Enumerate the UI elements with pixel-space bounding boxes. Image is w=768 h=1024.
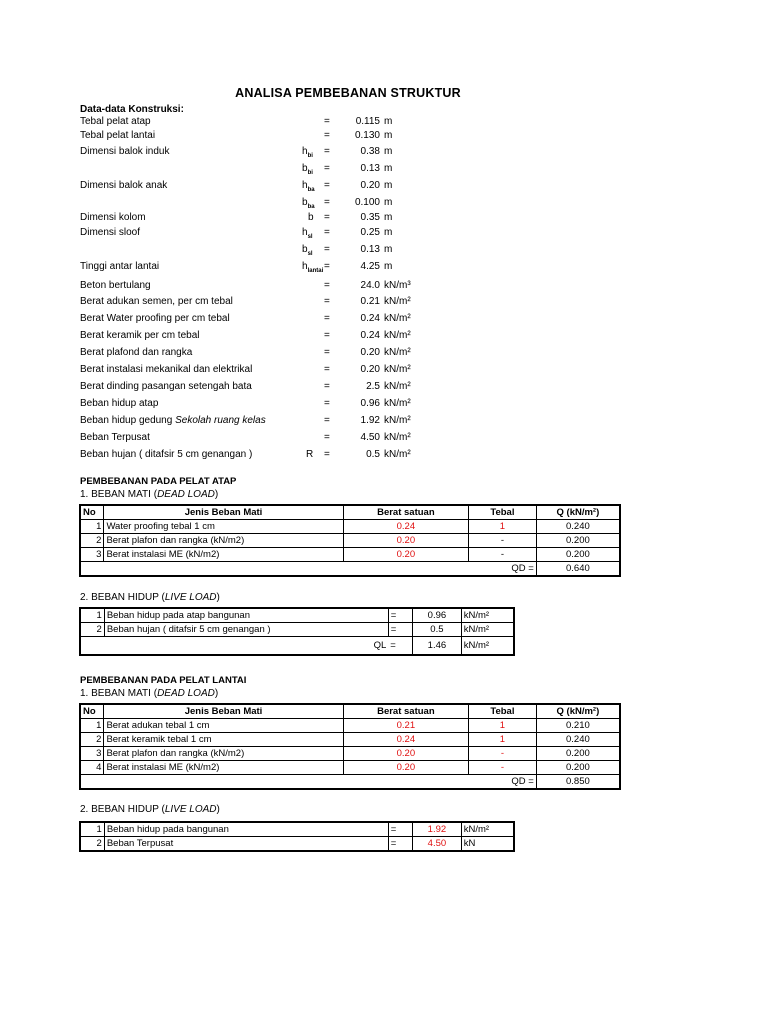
header-jenis: Jenis Beban Mati bbox=[104, 704, 343, 719]
row-tebal: - bbox=[469, 534, 537, 548]
equals-sign: = bbox=[324, 130, 330, 141]
row-q: 0.240 bbox=[536, 733, 620, 747]
data-unit: kN/m² bbox=[384, 364, 411, 375]
data-symbol: $h_{bi}$ bbox=[302, 146, 313, 159]
equals-sign: = bbox=[324, 364, 330, 375]
equals-sign: = bbox=[324, 197, 330, 208]
data-value: 0.20 bbox=[360, 347, 380, 358]
row-tebal: 1 bbox=[469, 520, 537, 534]
table-row bbox=[80, 837, 514, 852]
data-value: 0.20 bbox=[360, 180, 380, 191]
equals-sign: = bbox=[324, 347, 330, 358]
data-label: Tebal pelat atap bbox=[80, 116, 151, 127]
table-row bbox=[80, 623, 514, 637]
row-number: 2 bbox=[80, 534, 104, 548]
row-name: Berat plafon dan rangka (kN/m2) bbox=[104, 534, 343, 548]
data-value: 0.100 bbox=[354, 197, 380, 208]
data-symbol: $h_{ba}$ bbox=[302, 180, 315, 193]
equals-sign: = bbox=[324, 280, 330, 291]
data-value: 0.13 bbox=[360, 163, 380, 174]
data-value: 0.25 bbox=[360, 227, 380, 238]
row-tebal: 1 bbox=[469, 719, 537, 733]
equals-sign: = bbox=[324, 244, 330, 255]
row-name: Beban hidup pada bangunan bbox=[104, 822, 388, 837]
data-label: Berat instalasi mekanikal dan elektrikal bbox=[80, 364, 253, 375]
atap-qd-label: QD = bbox=[469, 562, 537, 577]
data-label: Berat adukan semen, per cm tebal bbox=[80, 296, 233, 307]
data-header: Data-data Konstruksi: bbox=[80, 104, 184, 115]
header-tebal: Tebal bbox=[469, 704, 537, 719]
table-row bbox=[80, 822, 514, 837]
data-symbol: $h_{sl}$ bbox=[302, 227, 313, 240]
data-unit: m bbox=[384, 261, 393, 272]
equals-sign: = bbox=[324, 313, 330, 324]
row-berat: 0.20 bbox=[343, 534, 468, 548]
row-value: 0.5 bbox=[413, 623, 462, 637]
data-label: Berat Water proofing per cm tebal bbox=[80, 313, 230, 324]
row-name: Beban hidup pada atap bangunan bbox=[104, 608, 388, 623]
row-tebal: - bbox=[469, 548, 537, 562]
data-value: 0.20 bbox=[360, 364, 380, 375]
row-number: 1 bbox=[80, 520, 104, 534]
row-name: Water proofing tebal 1 cm bbox=[104, 520, 343, 534]
data-unit: kN/m² bbox=[384, 415, 411, 426]
data-unit: kN/m² bbox=[384, 296, 411, 307]
equals-sign: = bbox=[324, 261, 330, 272]
data-value: 0.5 bbox=[366, 449, 380, 460]
header-tebal: Tebal bbox=[469, 505, 537, 520]
data-label: Beban hidup gedung Sekolah ruang kelas bbox=[80, 415, 266, 426]
lantai-dead-load-table bbox=[79, 703, 621, 790]
atap-live-load-table bbox=[79, 607, 515, 656]
row-berat: 0.21 bbox=[343, 719, 468, 733]
header-berat: Berat satuan bbox=[343, 704, 468, 719]
data-unit: m bbox=[384, 197, 393, 208]
row-berat: 0.20 bbox=[343, 548, 468, 562]
data-unit: m bbox=[384, 163, 393, 174]
data-value: 0.21 bbox=[360, 296, 380, 307]
equals-sign: = bbox=[324, 398, 330, 409]
row-name: Beban hujan ( ditafsir 5 cm genangan ) bbox=[104, 623, 388, 637]
row-berat: 0.24 bbox=[343, 520, 468, 534]
table-row bbox=[80, 747, 620, 761]
header-berat: Berat satuan bbox=[343, 505, 468, 520]
equals-sign: = bbox=[324, 381, 330, 392]
data-value: 0.24 bbox=[360, 313, 380, 324]
data-value: 1.92 bbox=[360, 415, 380, 426]
equals-sign: = bbox=[324, 163, 330, 174]
data-symbol: $b_{sl}$ bbox=[302, 244, 313, 257]
row-number: 1 bbox=[80, 822, 104, 837]
row-q: 0.210 bbox=[536, 719, 620, 733]
row-number: 2 bbox=[80, 733, 104, 747]
table-row bbox=[80, 534, 620, 548]
row-number: 3 bbox=[80, 747, 104, 761]
row-unit: kN/m² bbox=[461, 623, 514, 637]
data-label: Dimensi sloof bbox=[80, 227, 141, 238]
data-unit: m bbox=[384, 116, 393, 127]
row-q: 0.200 bbox=[536, 548, 620, 562]
row-eq: = bbox=[388, 822, 412, 837]
row-value: 0.96 bbox=[413, 608, 462, 623]
data-label: Berat dinding pasangan setengah bata bbox=[80, 381, 252, 392]
row-name: Beban Terpusat bbox=[104, 837, 388, 852]
atap-dead-load-heading: 1. BEBAN MATI (DEAD LOAD) bbox=[80, 489, 219, 500]
lantai-live-load-table bbox=[79, 821, 515, 852]
equals-sign: = bbox=[324, 415, 330, 426]
table-row bbox=[80, 733, 620, 747]
row-name: Berat adukan tebal 1 cm bbox=[104, 719, 343, 733]
data-symbol: $b_{bi}$ bbox=[302, 163, 313, 176]
row-name: Berat instalasi ME (kN/m2) bbox=[104, 548, 343, 562]
equals-sign: = bbox=[324, 227, 330, 238]
data-value: 4.50 bbox=[360, 432, 380, 443]
data-value: 24.0 bbox=[360, 280, 380, 291]
data-unit: kN/m² bbox=[384, 432, 411, 443]
data-value: 0.35 bbox=[360, 212, 380, 223]
row-number: 3 bbox=[80, 548, 104, 562]
data-label: Berat keramik per cm tebal bbox=[80, 330, 200, 341]
lantai-live-load-heading: 2. BEBAN HIDUP (LIVE LOAD) bbox=[80, 804, 220, 815]
data-unit: kN/m² bbox=[384, 313, 411, 324]
row-berat: 0.20 bbox=[343, 747, 468, 761]
row-number: 1 bbox=[80, 719, 104, 733]
header-q: Q (kN/m²) bbox=[536, 505, 620, 520]
data-label: Dimensi balok anak bbox=[80, 180, 168, 191]
row-berat: 0.24 bbox=[343, 733, 468, 747]
table-row bbox=[80, 548, 620, 562]
data-unit: m bbox=[384, 227, 393, 238]
data-label: Beban Terpusat bbox=[80, 432, 150, 443]
data-unit: m bbox=[384, 212, 393, 223]
data-label: Beban hujan ( ditafsir 5 cm genangan ) bbox=[80, 449, 253, 460]
data-label: Beban hidup atap bbox=[80, 398, 159, 409]
row-eq: = bbox=[388, 608, 412, 623]
data-label: Dimensi balok induk bbox=[80, 146, 170, 157]
data-unit: m bbox=[384, 180, 393, 191]
page-title: ANALISA PEMBEBANAN STRUKTUR bbox=[235, 86, 461, 100]
data-unit: kN/m² bbox=[384, 449, 411, 460]
atap-heading: PEMBEBANAN PADA PELAT ATAP bbox=[80, 476, 237, 487]
row-unit: kN/m² bbox=[461, 608, 514, 623]
equals-sign: = bbox=[324, 116, 330, 127]
lantai-qd-label: QD = bbox=[469, 775, 537, 790]
row-eq: = bbox=[388, 837, 412, 852]
header-jenis: Jenis Beban Mati bbox=[104, 505, 343, 520]
data-value: 0.38 bbox=[360, 146, 380, 157]
data-symbol: $h_{lantai}$ bbox=[302, 261, 324, 274]
equals-sign: = bbox=[324, 449, 330, 460]
data-value: 0.130 bbox=[354, 130, 380, 141]
data-symbol: R bbox=[306, 449, 314, 460]
row-eq: = bbox=[388, 623, 412, 637]
row-name: Berat keramik tebal 1 cm bbox=[104, 733, 343, 747]
data-value: 0.13 bbox=[360, 244, 380, 255]
data-label: Tinggi antar lantai bbox=[80, 261, 160, 272]
data-symbol: b bbox=[308, 212, 314, 223]
table-row bbox=[80, 608, 514, 623]
atap-live-load-heading: 2. BEBAN HIDUP (LIVE LOAD) bbox=[80, 592, 220, 603]
atap-ql-unit: kN/m² bbox=[461, 637, 514, 655]
data-unit: kN/m² bbox=[384, 381, 411, 392]
equals-sign: = bbox=[324, 330, 330, 341]
row-number: 2 bbox=[80, 623, 104, 637]
data-label: Berat plafond dan rangka bbox=[80, 347, 193, 358]
row-number: 4 bbox=[80, 761, 104, 775]
row-tebal: - bbox=[469, 761, 537, 775]
data-label: Beton bertulang bbox=[80, 280, 151, 291]
lantai-dead-load-heading: 1. BEBAN MATI (DEAD LOAD) bbox=[80, 688, 219, 699]
table-row bbox=[80, 761, 620, 775]
data-unit: kN/m³ bbox=[384, 280, 411, 291]
data-symbol: $b_{ba}$ bbox=[302, 197, 315, 210]
row-unit: kN/m² bbox=[461, 822, 514, 837]
data-value: 2.5 bbox=[366, 381, 380, 392]
atap-dead-load-table bbox=[79, 504, 621, 577]
row-tebal: - bbox=[469, 747, 537, 761]
row-q: 0.200 bbox=[536, 761, 620, 775]
header-no: No bbox=[80, 505, 104, 520]
equals-sign: = bbox=[324, 432, 330, 443]
data-unit: m bbox=[384, 130, 393, 141]
table-row bbox=[80, 520, 620, 534]
row-q: 0.240 bbox=[536, 520, 620, 534]
data-unit: kN/m² bbox=[384, 347, 411, 358]
equals-sign: = bbox=[324, 146, 330, 157]
data-label: Dimensi kolom bbox=[80, 212, 146, 223]
header-no: No bbox=[80, 704, 104, 719]
row-name: Berat plafon dan rangka (kN/m2) bbox=[104, 747, 343, 761]
atap-ql-label: QL bbox=[80, 637, 388, 655]
row-number: 2 bbox=[80, 837, 104, 852]
atap-qd-value: 0.640 bbox=[536, 562, 620, 577]
equals-sign: = bbox=[324, 180, 330, 191]
lantai-qd-value: 0.850 bbox=[536, 775, 620, 790]
row-q: 0.200 bbox=[536, 747, 620, 761]
atap-ql-value: 1.46 bbox=[413, 637, 462, 655]
row-unit: kN bbox=[461, 837, 514, 852]
data-unit: m bbox=[384, 244, 393, 255]
row-value: 1.92 bbox=[413, 822, 462, 837]
data-unit: kN/m² bbox=[384, 330, 411, 341]
equals-sign: = bbox=[324, 296, 330, 307]
equals-sign: = bbox=[324, 212, 330, 223]
data-value: 0.24 bbox=[360, 330, 380, 341]
atap-ql-eq: = bbox=[388, 637, 412, 655]
data-value: 0.115 bbox=[355, 116, 380, 127]
row-tebal: 1 bbox=[469, 733, 537, 747]
data-value: 4.25 bbox=[360, 261, 380, 272]
row-value: 4.50 bbox=[413, 837, 462, 852]
data-unit: m bbox=[384, 146, 393, 157]
data-value: 0.96 bbox=[360, 398, 380, 409]
row-q: 0.200 bbox=[536, 534, 620, 548]
data-label: Tebal pelat lantai bbox=[80, 130, 156, 141]
row-berat: 0.20 bbox=[343, 761, 468, 775]
header-q: Q (kN/m²) bbox=[536, 704, 620, 719]
data-unit: kN/m² bbox=[384, 398, 411, 409]
row-name: Berat instalasi ME (kN/m2) bbox=[104, 761, 343, 775]
table-row bbox=[80, 719, 620, 733]
row-number: 1 bbox=[80, 608, 104, 623]
lantai-heading: PEMBEBANAN PADA PELAT LANTAI bbox=[80, 675, 247, 686]
